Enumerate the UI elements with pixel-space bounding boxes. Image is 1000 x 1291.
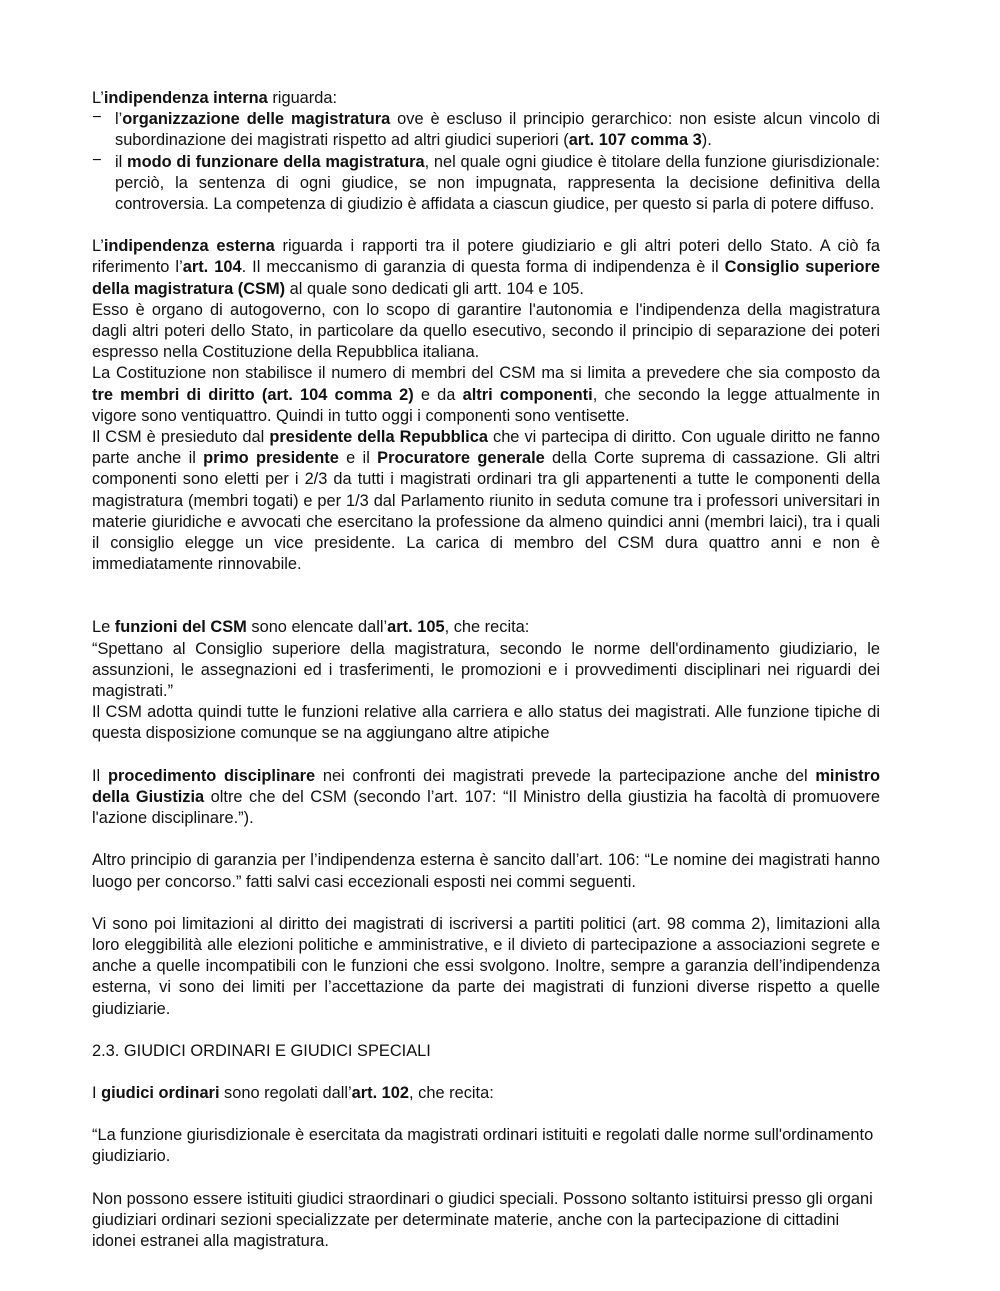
csm-functions-intro: Le funzioni del CSM sono elencate dall’art. 105, che recita: — [92, 618, 530, 637]
spacer — [92, 1168, 880, 1189]
special-judges-paragraph: Non possono essere istituiti giudici straordinari o giudici speciali. Possono soltanto istituirsi presso gli organi giudiziari ordinari sezioni specializzate per determinate materie, anche con la partecipazione di cittadini idonei estranei alla magistratura. — [92, 1189, 873, 1250]
art-106-paragraph: Altro principio di garanzia per l’indipendenza esterna è sancito dall’art. 106: “Le nomine dei magistrati hanno luogo per concorso.” fatti salvi casi eccezionali esposti nei commi seguenti. — [92, 851, 880, 891]
section-heading: 2.3. GIUDICI ORDINARI E GIUDICI SPECIALI — [92, 1041, 431, 1060]
ordinary-judges-intro: I giudici ordinari sono regolati dall’art. 102, che recita: — [92, 1083, 494, 1102]
art-105-quote: “Spettano al Consiglio superiore della magistratura, secondo le norme dell'ordinamento giudiziario, le assunzioni, le assegnazioni ed i trasferimenti, le promozioni e i provvedimenti disciplinari nei riguardi dei magistrati.” — [92, 639, 880, 701]
spacer — [92, 1020, 880, 1041]
spacer — [92, 575, 880, 617]
spacer — [92, 745, 880, 766]
self-government-paragraph: Esso è organo di autogoverno, con lo scopo di garantire l'autonomia e l'indipendenza della magistratura dagli altri poteri dello Stato, in particolare da quello esecutivo, secondo il principio di separazione dei poteri espresso nella Costituzione della Repubblica italiana. — [92, 300, 880, 362]
list-item: − l’organizzazione delle magistratura ove è escluso il principio gerarchico: non esiste alcun vincolo di subordinazione dei magistrati rispetto ad altri giudici superiori (art. 107 comma 3). — [92, 108, 880, 150]
dash-bullet-icon: − — [92, 108, 102, 127]
dash-bullet-icon: − — [92, 150, 102, 169]
spacer — [92, 1062, 880, 1083]
csm-presidency-paragraph: Il CSM è presieduto dal presidente della Repubblica che vi partecipa di diritto. Con uguale diritto ne fanno parte anche il primo presidente e il Procuratore generale della Corte suprema di cassazione. Gli altri componenti sono eletti per i 2/3 da tutti i magistrati ordinari tra gli appartenenti a tutte le componenti della magistratura (membri togati) e per 1/3 dal Parlamento riunito in seduta comune tra i professori universitari in materie giuridiche e avvocati che esercitano la professione da almeno quindici anni (membri laici), tra i quali il consiglio elegge un vice presidente. La carica di membro del CSM dura quattro anni e non è immediatamente rinnovabile. — [92, 428, 880, 574]
csm-composition-paragraph: La Costituzione non stabilisce il numero di membri del CSM ma si limita a prevedere che sia composto da tre membri di diritto (art. 104 comma 2) e da altri componenti, che secondo la legge attualmente in vigore sono ventiquattro. Quindi in tutto oggi i componenti sono ventisette. — [92, 364, 880, 425]
internal-independence-list — [92, 109, 880, 215]
art-102-quote: “La funzione giurisdizionale è esercitata da magistrati ordinari istituiti e regolati dalle norme sull'ordinamento giudiziario. — [92, 1126, 874, 1166]
list-item: − il modo di funzionare della magistratura, nel quale ogni giudice è titolare della funzione giurisdizionale: perciò, la sentenza di ogni giudice, se non impugnata, rappresenta la decisione definitiva della controversia. La competenza di giudizio è affidata a ciascun giudice, per questo si parla di potere diffuso. — [92, 150, 880, 214]
spacer — [92, 215, 880, 236]
external-independence-paragraph: L’indipendenza esterna riguarda i rapporti tra il potere giudiziario e gli altri poteri dello Stato. A ciò fa riferimento l’art. 104. Il meccanismo di garanzia di questa forma di indipendenza è il Consiglio superiore della magistratura (CSM) al quale sono dedicati gli artt. 104 e 105. — [92, 237, 880, 298]
disciplinary-paragraph: Il procedimento disciplinare nei confronti dei magistrati prevede la partecipazione anche del ministro della Giustizia oltre che del CSM (secondo l’art. 107: “Il Ministro della giustizia ha facoltà di promuovere l'azione disciplinare.”). — [92, 766, 881, 828]
csm-functions-paragraph: Il CSM adotta quindi tutte le funzioni relative alla carriera e allo status dei magistrati. Alle funzione tipiche di questa disposizione comunque se na aggiungano altre atipiche — [92, 703, 880, 743]
limitations-paragraph: Vi sono poi limitazioni al diritto dei magistrati di iscriversi a partiti politici (art. 98 comma 2), limitazioni alla loro eleggibilità alle elezioni politiche e amministrative, e il divieto di partecipazione a associazioni segrete e anche a quelle incompatibili con le funzioni che essi svolgono. Inoltre, sempre a garanzia dell’indipendenza esterna, vi sono dei limiti per l’accettazione da parte dei magistrati di funzioni diverse rispetto a quelle giudiziarie. — [92, 914, 880, 1018]
spacer — [92, 829, 880, 850]
spacer — [92, 893, 880, 914]
internal-independence-intro: L’indipendenza interna riguarda: — [92, 89, 338, 107]
spacer — [92, 1104, 880, 1125]
